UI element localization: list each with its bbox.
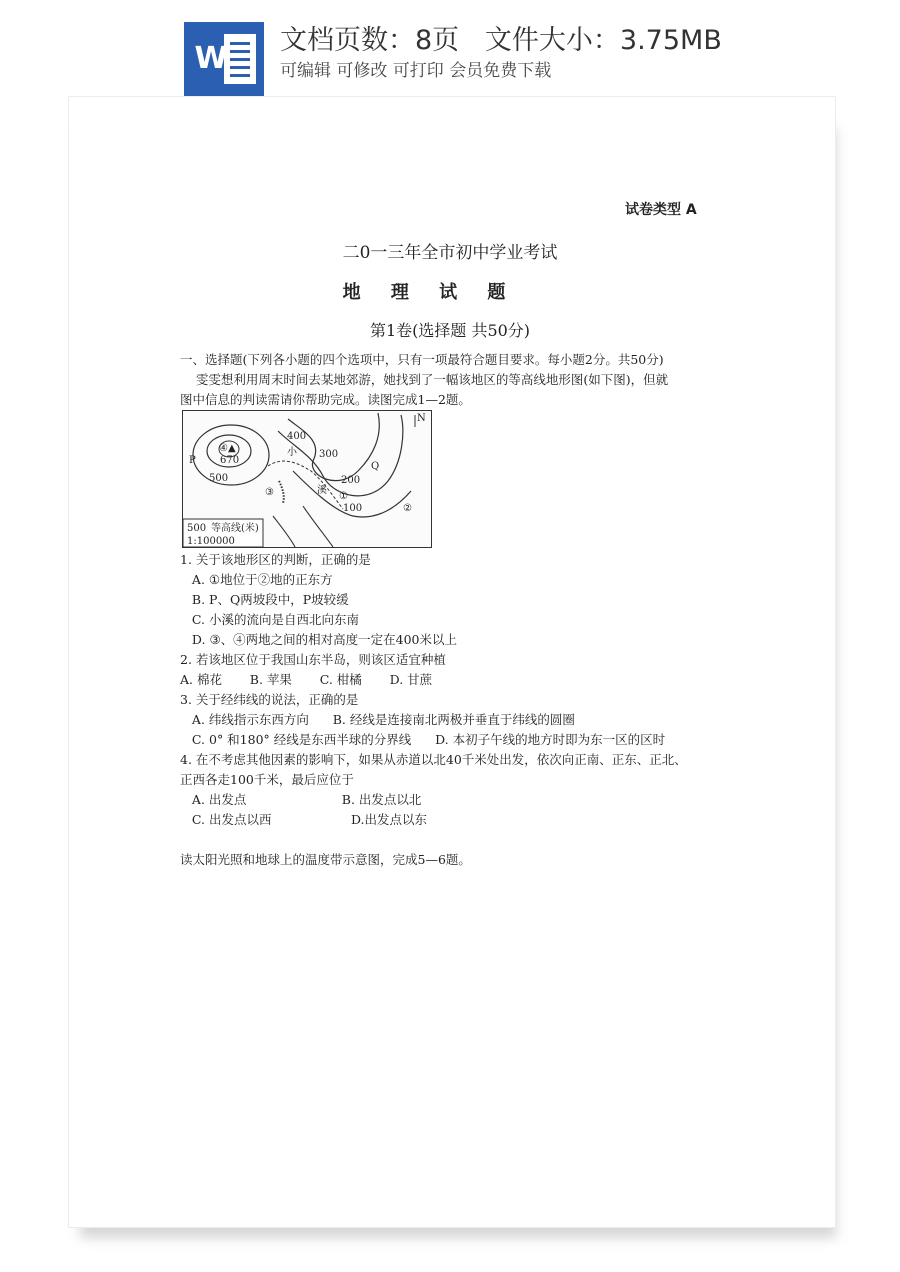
question-line: A. 出发点 B. 出发点以北 xyxy=(180,792,422,807)
doc-info-subtitle: 可编辑 可修改 可打印 会员免费下载 xyxy=(280,61,552,81)
reading-prompt: 读太阳光照和地球上的温度带示意图，完成5—6题。 xyxy=(180,852,471,867)
doc-info-title: 文档页数：8页 文件大小：3.75MB xyxy=(280,25,722,56)
label-q: Q xyxy=(371,461,380,472)
question-line: A. 棉花 B. 苹果 C. 柑橘 D. 甘蔗 xyxy=(180,672,433,687)
question-line: 正西各走100千米，最后应位于 xyxy=(180,772,354,787)
subject-title: 地 理 试 题 xyxy=(342,282,518,303)
question-line: A. 纬线指示东西方向 B. 经线是连接南北两极并垂直于纬线的圆圈 xyxy=(180,712,575,727)
question-line: 4. 在不考虑其他因素的影响下，如果从赤道以北40千米处出发，依次向正南、正东、正北、 xyxy=(180,752,687,767)
contour-400-label: 400 xyxy=(287,431,307,442)
contour-300 xyxy=(288,413,379,481)
stream-label-stream: 溪 xyxy=(317,485,327,496)
question-line: C. 小溪的流向是自西北向东南 xyxy=(180,612,359,627)
contour-lower-2 xyxy=(273,516,295,547)
question-line: A. ①地位于②地的正东方 xyxy=(180,572,333,587)
scale-label: 1:100000 xyxy=(187,536,235,547)
volume-title: 第1卷(选择题 共50分) xyxy=(369,321,531,340)
question-line: C. 0° 和180° 经线是东西半球的分界线 D. 本初子午线的地方时即为东一区的区时 xyxy=(180,732,666,747)
paper-type-label: 试卷类型 A xyxy=(625,202,697,218)
contour-200-label: 200 xyxy=(341,475,361,486)
contour-map xyxy=(182,410,432,548)
intro-line-2: 图中信息的判读需请你帮助完成。读图完成1—2题。 xyxy=(180,392,471,407)
question-line: C. 出发点以西 D.出发点以东 xyxy=(180,812,428,827)
point-3-label: ③ xyxy=(265,487,274,498)
legend-value: 500 xyxy=(187,523,207,534)
question-line: 2. 若该地区位于我国山东半岛，则该区适宜种植 xyxy=(180,652,446,667)
question-line: 1. 关于该地形区的判断，正确的是 xyxy=(180,552,371,567)
contour-100-label: 100 xyxy=(343,503,363,514)
stream-line xyxy=(268,461,343,509)
label-p: P xyxy=(189,455,196,466)
point-1-label: ① xyxy=(339,491,348,502)
intro-line-1: 雯雯想利用周末时间去某地郊游，她找到了一幅该地区的等高线地形图(如下图)，但就 xyxy=(180,372,669,387)
peak-label: ④▲ xyxy=(219,443,236,454)
point-2-label: ② xyxy=(403,503,412,514)
stream-label-small: 小 xyxy=(287,447,297,458)
question-line: D. ③、④两地之间的相对高度一定在400米以上 xyxy=(180,632,458,647)
contour-500-label: 500 xyxy=(209,473,229,484)
cliff-mark xyxy=(279,481,284,503)
doc-sheet xyxy=(224,34,256,84)
section-title: 一、选择题(下列各小题的四个选项中，只有一项最符合题目要求。每小题2分。共50分) xyxy=(180,352,664,367)
word-letter: W xyxy=(194,41,228,76)
legend-label: 等高线(米) xyxy=(211,523,259,534)
contour-lower-1 xyxy=(303,506,333,547)
peak-value: 670 xyxy=(220,455,240,466)
contour-300-label: 300 xyxy=(319,449,339,460)
word-doc-icon xyxy=(184,22,264,96)
question-line: B. P、Q两坡段中，P坡较缓 xyxy=(180,592,349,607)
north-label: N xyxy=(417,413,426,424)
question-line: 3. 关于经纬线的说法，正确的是 xyxy=(180,692,359,707)
contour-map-drawing xyxy=(183,411,431,547)
exam-title: 二0一三年全市初中学业考试 xyxy=(342,243,558,263)
document-header xyxy=(0,0,900,96)
